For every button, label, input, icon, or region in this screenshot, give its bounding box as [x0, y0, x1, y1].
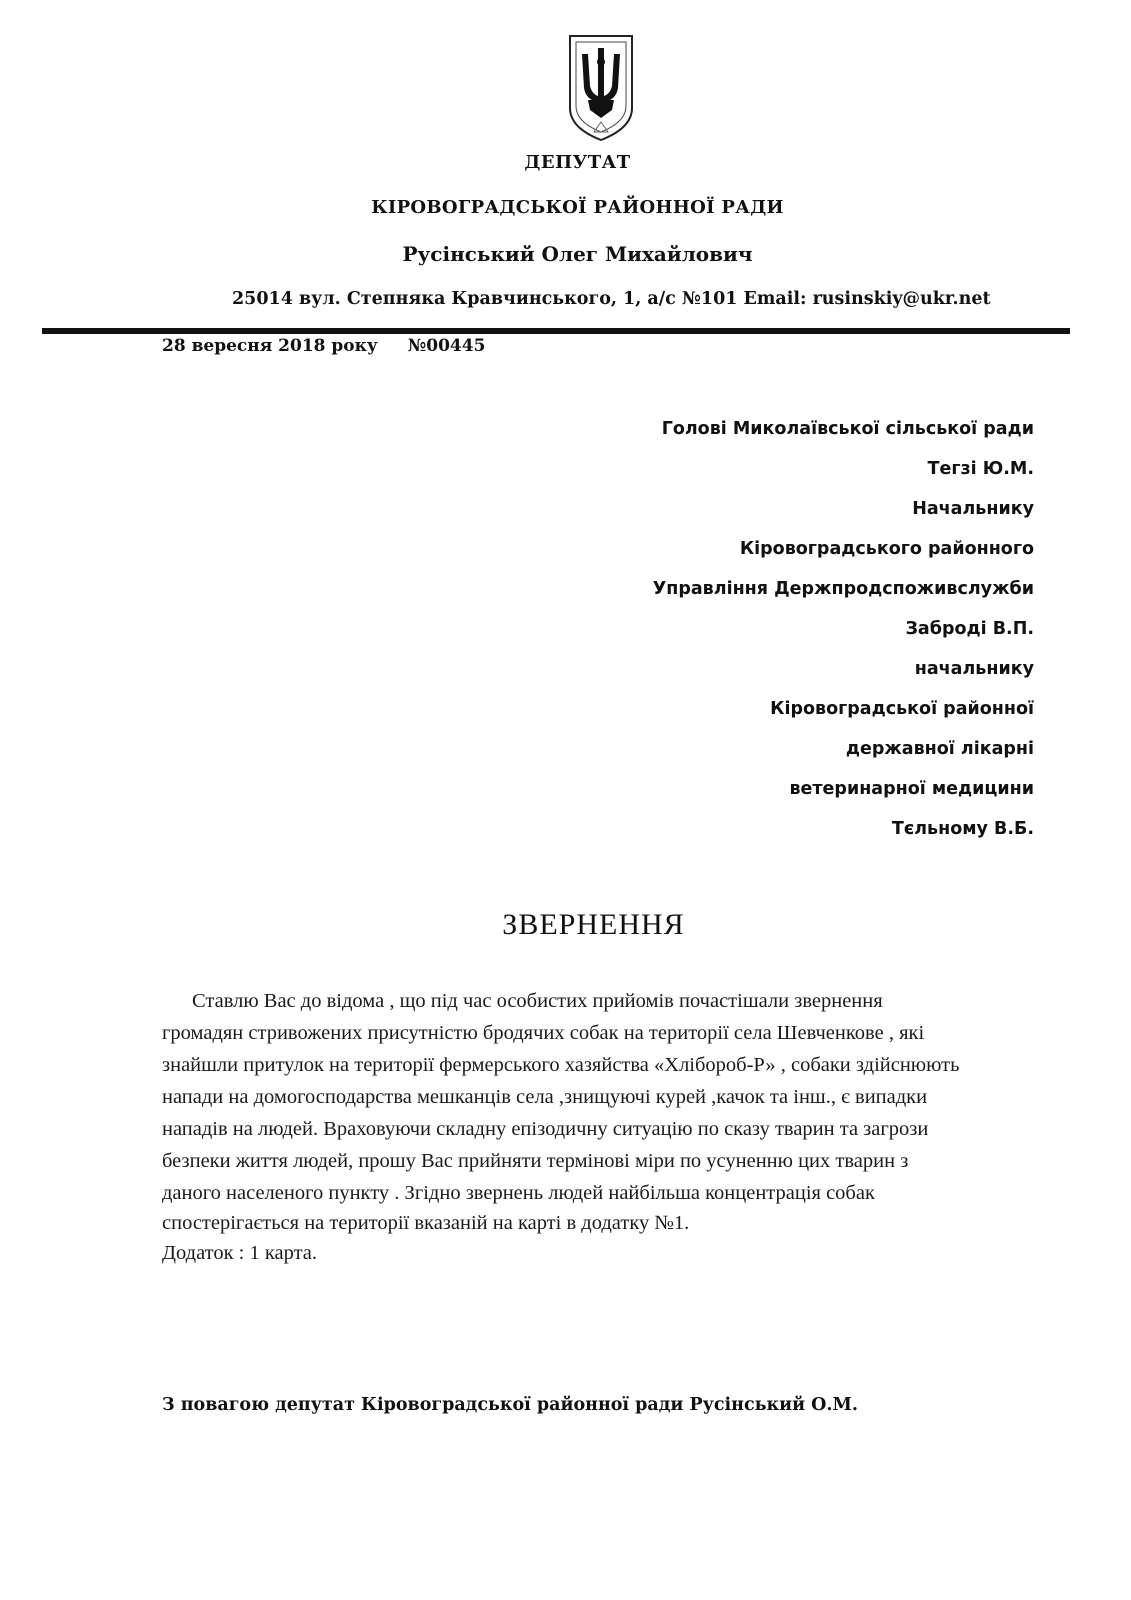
body-line: напади на домогосподарства мешканців села ,знищуючі курей ,качок та інш., є випадки: [162, 1086, 928, 1108]
signature-line: З повагою депутат Кіровоградської районної ради Русінський О.М.: [162, 1395, 858, 1415]
letterhead-council: КІРОВОГРАДСЬКОЇ РАЙОННОЇ РАДИ: [371, 197, 784, 218]
letter-number: №00445: [407, 336, 486, 356]
body-line: громадян стривожених присутністю бродячих собак на території села Шевченкове , які: [162, 1022, 925, 1044]
addressee-line: Начальнику: [912, 499, 1034, 519]
body-line: знайшли притулок на території фермерського хазяйства «Хлібороб-Р» , собаки здійснюють: [162, 1054, 960, 1076]
addressee-line: ветеринарної медицини: [789, 779, 1034, 799]
attachment-note: Додаток : 1 карта.: [162, 1242, 318, 1264]
addressee-line: Управління Держпродспоживслужби: [652, 579, 1034, 599]
letterhead-name: Русінський Олег Михайлович: [402, 242, 753, 266]
document-heading: ЗВЕРНЕННЯ: [502, 908, 685, 941]
addressee-line: Тєльному В.Б.: [891, 819, 1034, 839]
addressee-line: Заброді В.П.: [905, 619, 1034, 639]
letterhead-divider: [42, 328, 1070, 334]
letterhead-title: ДЕПУТАТ: [524, 152, 631, 173]
body-line: даного населеного пункту . Згідно звернень людей найбільша концентрація собак: [162, 1182, 875, 1204]
addressee-line: Кіровоградського районного: [739, 539, 1034, 559]
addressee-line: Тегзі Ю.М.: [927, 459, 1034, 479]
letter-date: 28 вересня 2018 року: [162, 336, 378, 356]
letterhead-address: 25014 вул. Степняка Кравчинського, 1, а/с №101 Email: rusinskiy@ukr.net: [232, 289, 991, 309]
body-line: безпеки життя людей, прошу Вас прийняти термінові міри по усуненню цих тварин з: [162, 1150, 909, 1172]
addressee-line: державної лікарні: [845, 739, 1034, 759]
body-line: спостерігається на території вказаній на карті в додатку №1.: [162, 1212, 690, 1234]
addressee-line: начальнику: [914, 659, 1034, 679]
body-line: нападів на людей. Враховуючи складну епізодичну ситуацію по сказу тварин та загрози: [162, 1118, 929, 1140]
addressee-line: Голові Миколаївської сільської ради: [661, 419, 1034, 439]
addressee-line: Кіровоградської районної: [770, 699, 1034, 719]
body-line: Ставлю Вас до відома , що під час особистих прийомів почастішали звернення: [192, 990, 883, 1012]
coat-of-arms-icon: [566, 32, 636, 144]
date-line: [162, 336, 485, 356]
